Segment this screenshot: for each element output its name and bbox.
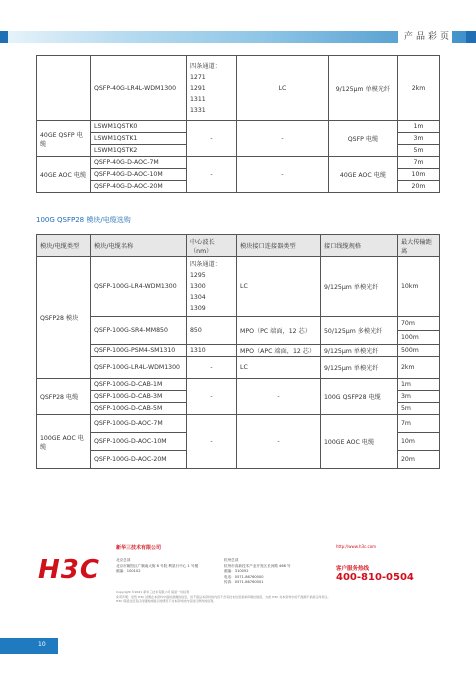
cell-spec: 9/125μm 单模光纤 bbox=[321, 345, 398, 357]
cell-name: QSFP-100G-LR4-WDM1300 bbox=[91, 257, 187, 317]
cell-name: QSFP-100G-D-CAB-5M bbox=[91, 403, 187, 415]
header-bar-block bbox=[466, 31, 476, 43]
table-40g bbox=[36, 55, 440, 193]
cell-spec: 100G QSFP28 电缆 bbox=[321, 379, 398, 415]
header-connector: 模块接口连接器类型 bbox=[237, 235, 321, 257]
cell-connector: - bbox=[237, 157, 329, 193]
header-wavelength: 中心波长（nm） bbox=[187, 235, 237, 257]
cell-distance: 2km bbox=[398, 56, 440, 121]
cell-name: QSFP-100G-D-AOC-7M bbox=[91, 415, 187, 433]
cell-wavelength: - bbox=[187, 379, 237, 415]
cell-wavelength: - bbox=[187, 357, 237, 379]
cell-distance: 70m bbox=[398, 317, 440, 331]
cell-name: QSFP-100G-LR4L-WDM1300 bbox=[91, 357, 187, 379]
cell-name: QSFP-40G-D-AOC-10M bbox=[91, 169, 187, 181]
cell-distance: 20m bbox=[398, 181, 440, 193]
table-row bbox=[37, 357, 440, 379]
table-row bbox=[37, 317, 440, 331]
hotline-number: 400-810-0504 bbox=[336, 572, 414, 583]
table-row bbox=[37, 345, 440, 357]
table-row bbox=[37, 415, 440, 433]
cell-connector: - bbox=[237, 415, 321, 469]
cell-wavelength: 1310 bbox=[187, 345, 237, 357]
cell-distance: 500m bbox=[398, 345, 440, 357]
header-name: 模块/电缆名称 bbox=[91, 235, 187, 257]
cell-spec: QSFP 电缆 bbox=[329, 121, 398, 157]
header-label: 产品彩页 bbox=[398, 29, 452, 45]
cell-spec: 100GE AOC 电缆 bbox=[321, 415, 398, 469]
cell-name: QSFP-40G-LR4L-WDM1300 bbox=[91, 56, 187, 121]
cell-wavelength: - bbox=[187, 157, 237, 193]
cell-name: LSWM1QSTK1 bbox=[91, 133, 187, 145]
header-bar-block bbox=[0, 31, 8, 43]
cell-spec: 50/125μm 多模光纤 bbox=[321, 317, 398, 345]
cell-distance: 5m bbox=[398, 403, 440, 415]
cell-distance: 10m bbox=[398, 169, 440, 181]
cell-connector: LC bbox=[237, 56, 329, 121]
cell-distance: 7m bbox=[398, 415, 440, 433]
cell-type: 100GE AOC 电缆 bbox=[37, 415, 91, 469]
h3c-logo: H3C bbox=[38, 555, 100, 585]
cell-type: 40GE QSFP 电缆 bbox=[37, 121, 91, 157]
cell-name: QSFP-100G-SR4-MM850 bbox=[91, 317, 187, 345]
cell-wavelength: - bbox=[187, 121, 237, 157]
cell-distance: 1m bbox=[398, 379, 440, 391]
cell-distance: 20m bbox=[398, 451, 440, 469]
section-title: 100G QSFP28 模块/电缆选购 bbox=[36, 216, 131, 224]
cell-wavelength: - bbox=[187, 415, 237, 469]
beijing-address: 北京总部 北京市朝阳区广顺南大街 8 号院 利星行中心 1 号楼 邮编：100102 bbox=[116, 558, 199, 573]
cell-wavelength: 四条通道： 1295 1300 1304 1309 bbox=[187, 257, 237, 317]
cell-name: QSFP-100G-D-AOC-10M bbox=[91, 433, 187, 451]
cell-name: QSFP-40G-D-AOC-7M bbox=[91, 157, 187, 169]
cell-wavelength: 850 bbox=[187, 317, 237, 345]
cell-spec: 9/125μm 单模光纤 bbox=[329, 56, 398, 121]
table-row bbox=[37, 157, 440, 169]
copyright: Copyright ©2021 新华三技术有限公司 保留一切权利 免责声明：虽然 H3C 试图在本资料中提供准确的信息，但不保证本资料的内容不含有技术性误差或印刷性错误，为此 H3C 对本资料中的不准确不承担任何责任。 H3C 保留在没有任何通知或提示的情况下对本资料的内容进行修改的权利。 bbox=[116, 590, 331, 603]
cell-name: QSFP-100G-D-CAB-3M bbox=[91, 391, 187, 403]
cell-type bbox=[37, 56, 91, 121]
cell-name: QSFP-40G-D-AOC-20M bbox=[91, 181, 187, 193]
table-row bbox=[37, 257, 440, 317]
cell-connector: - bbox=[237, 379, 321, 415]
cell-connector: MPO（PC 端面，12 芯） bbox=[237, 317, 321, 345]
cell-spec: 40GE AOC 电缆 bbox=[329, 157, 398, 193]
cell-wavelength: 四条通道： 1271 1291 1311 1331 bbox=[187, 56, 237, 121]
cell-spec: 9/125μm 单模光纤 bbox=[321, 357, 398, 379]
cell-distance: 1m bbox=[398, 121, 440, 133]
cell-spec: 9/125μm 单模光纤 bbox=[321, 257, 398, 317]
cell-distance: 7m bbox=[398, 157, 440, 169]
page-number-tab bbox=[0, 638, 58, 654]
company-name: 新华三技术有限公司 bbox=[116, 545, 162, 551]
website-link[interactable]: http://www.h3c.com bbox=[336, 544, 377, 549]
hangzhou-address: 杭州总部 杭州市高新技术产业开发区长河路 466 号 邮编：310052 电话：0571-86760000 传真：0571-86760001 bbox=[224, 558, 291, 584]
table-row bbox=[37, 56, 440, 121]
cell-name: LSWM1QSTK2 bbox=[91, 145, 187, 157]
table-row bbox=[37, 121, 440, 133]
cell-type: QSFP28 模块 bbox=[37, 257, 91, 379]
cell-distance: 10m bbox=[398, 433, 440, 451]
header-distance: 最大传输距离 bbox=[398, 235, 440, 257]
page-number: 10 bbox=[38, 641, 46, 648]
cell-distance: 2km bbox=[398, 357, 440, 379]
cell-distance: 5m bbox=[398, 145, 440, 157]
table-row bbox=[37, 379, 440, 391]
cell-type: 40GE AOC 电缆 bbox=[37, 157, 91, 193]
cell-connector: MPO（APC 端面，12 芯） bbox=[237, 345, 321, 357]
cell-name: QSFP-100G-D-AOC-20M bbox=[91, 451, 187, 469]
cell-name: LSWM1QSTK0 bbox=[91, 121, 187, 133]
table-100g bbox=[36, 234, 440, 469]
cell-connector: LC bbox=[237, 257, 321, 317]
cell-distance: 3m bbox=[398, 133, 440, 145]
hotline-label: 客户服务热线 bbox=[336, 566, 370, 572]
cell-connector: - bbox=[237, 121, 329, 157]
cell-name: QSFP-100G-PSM4-SM1310 bbox=[91, 345, 187, 357]
table-header-row bbox=[37, 235, 440, 257]
cell-distance: 3m bbox=[398, 391, 440, 403]
cell-name: QSFP-100G-D-CAB-1M bbox=[91, 379, 187, 391]
header-type: 模块/电缆类型 bbox=[37, 235, 91, 257]
header-spec: 接口线缆规格 bbox=[321, 235, 398, 257]
cell-distance: 100m bbox=[398, 331, 440, 345]
cell-type: QSFP28 电缆 bbox=[37, 379, 91, 415]
cell-distance: 10km bbox=[398, 257, 440, 317]
cell-connector: LC bbox=[237, 357, 321, 379]
